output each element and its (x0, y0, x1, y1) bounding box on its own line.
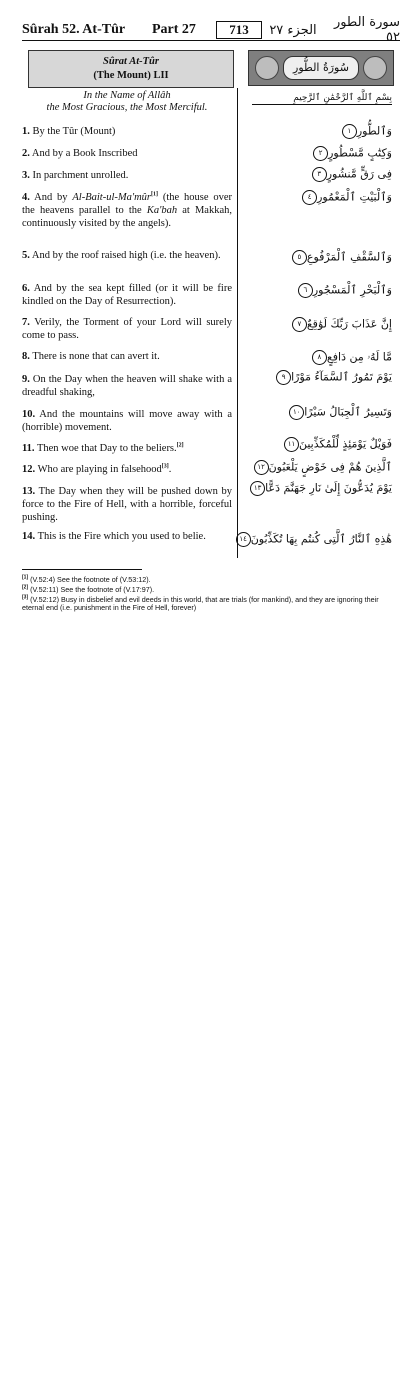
arabic-verse-12: ٱلَّذِينَ هُمْ فِى خَوْضٍ يَلْعَبُونَ١٢ (252, 460, 392, 475)
arabic-verse-14: هَٰذِهِ ٱلنَّارُ ٱلَّتِى كُنتُم بِهَا تُكَذِّبُونَ١٤ (234, 532, 392, 547)
verse-2: 2. And by a Book Inscribed (22, 148, 138, 159)
verse-12: 12. Who are playing in falsehood[3]. (22, 463, 172, 475)
header-surah: Sûrah 52. At-Tûr (22, 22, 126, 37)
footnote-2: [2] (V.52:11) See the footnote of (V.17:97). (22, 584, 155, 594)
verse-number-badge: ١٢ (254, 460, 269, 475)
verse-number-badge: ٤ (302, 190, 317, 205)
verse-number-badge: ٧ (292, 317, 307, 332)
footnote-rule (22, 569, 142, 570)
english-column (22, 90, 233, 542)
arabic-verse-8: مَّا لَهُۥ مِن دَافِعٍ٨ (310, 350, 392, 365)
footnote-3: [3] (V.52:12) Busy in disbelief and evil deeds in this world, that are trials (for mankind), and they are ignoring their eternal end (i.e. punishment in the Fire of Hell, forever) (22, 594, 379, 612)
arabic-verse-11: فَوَيْلٌ يَوْمَئِذٍ لِّلْمُكَذِّبِينَ١١ (282, 437, 392, 452)
verse-6: 6. And by the sea kept filled (or it will be fire kindled on the Day of Resurrection). (22, 283, 232, 307)
surah-title-line2: (The Mount) LII (93, 70, 169, 81)
arabic-verse-3: فِى رَقٍّ مَّنشُورٍ٣ (310, 167, 392, 182)
verse-number-badge: ١١ (284, 437, 299, 452)
verse-5: 5. And by the roof raised high (i.e. the heaven). (22, 250, 221, 261)
column-divider (237, 88, 238, 558)
verse-14: 14. This is the Fire which you used to belie. (22, 531, 206, 542)
verse-1: 1. By the Tûr (Mount) (22, 126, 116, 137)
verse-13: 13. The Day when they will be pushed down by force to the Fire of Hell, with a horrible, forceful pushing. (22, 486, 232, 523)
verse-number-badge: ٨ (312, 350, 327, 365)
verse-number-badge: ٢ (313, 146, 328, 161)
verse-number-badge: ٣ (312, 167, 327, 182)
verse-11: 11. Then woe that Day to the beliers.[2] (22, 442, 184, 454)
surah-title-line1: Sûrat At-Tûr (103, 56, 159, 67)
arabic-verse-4: وَٱلْبَيْتِ ٱلْمَعْمُورِ٤ (300, 190, 392, 205)
verse-7: 7. Verily, the Torment of your Lord will surely come to pass. (22, 317, 232, 341)
page-header (22, 15, 400, 45)
header-part: Part 27 (152, 22, 196, 37)
arabic-verse-6: وَٱلْبَحْرِ ٱلْمَسْجُورِ٦ (296, 283, 392, 298)
ornament-icon (255, 56, 279, 80)
arabic-verse-2: وَكِتَٰبٍ مَّسْطُورٍ٢ (311, 146, 392, 161)
arabic-verse-10: وَتَسِيرُ ٱلْجِبَالُ سَيْرًا١٠ (287, 405, 392, 420)
verse-number-badge: ٦ (298, 283, 313, 298)
verse-4: 4. And by Al-Bait-ul-Ma'mûr[1] (the house over the heavens parallel to the Ka'bah at Makkah, continuously visited by the angels). (22, 191, 232, 229)
ornament-icon (363, 56, 387, 80)
header-page-number: 713 (216, 21, 262, 39)
verse-10: 10. And the mountains will move away with a (horrible) movement. (22, 409, 233, 433)
header-arabic-surah: سورة الطور ٥٢ (333, 15, 400, 45)
verse-3: 3. In parchment unrolled. (22, 170, 129, 181)
verse-number-badge: ١٣ (250, 481, 265, 496)
verse-8: 8. There is none that can avert it. (22, 351, 160, 362)
arabic-verse-1: وَٱلطُّورِ١ (340, 124, 392, 139)
surah-title-english (28, 50, 234, 88)
arabic-verse-9: يَوْمَ تَمُورُ ٱلسَّمَآءُ مَوْرًا٩ (274, 370, 392, 385)
header-arabic-part: الجزء ٢٧ (269, 22, 317, 38)
basmala-english (22, 90, 232, 114)
verse-number-badge: ٥ (292, 250, 307, 265)
verse-9: 9. On the Day when the heaven will shake with a dreadful shaking, (22, 374, 232, 398)
verse-number-badge: ١ (342, 124, 357, 139)
arabic-verse-5: وَٱلسَّقْفِ ٱلْمَرْفُوعِ٥ (290, 250, 392, 265)
basmala-arabic: بِسْمِ ٱللَّهِ ٱلرَّحْمَٰنِ ٱلرَّحِيمِ (252, 92, 392, 105)
surah-title-arabic (248, 50, 394, 86)
basmala-english-line2: the Most Gracious, the Most Merciful. (46, 102, 208, 113)
surah-title-arabic-text: سُورَةُ الطُّورِ (283, 56, 359, 80)
verse-number-badge: ١٤ (236, 532, 251, 547)
arabic-verse-13: يَوْمَ يُدَعُّونَ إِلَىٰ نَارِ جَهَنَّمَ دَعًّا١٣ (248, 481, 392, 496)
verse-number-badge: ١٠ (289, 405, 304, 420)
verse-number-badge: ٩ (276, 370, 291, 385)
basmala-english-line1: In the Name of Allâh (83, 90, 171, 101)
footnote-1: [1] (V.52:4) See the footnote of (V.53:12). (22, 574, 151, 584)
arabic-verse-7: إِنَّ عَذَابَ رَبِّكَ لَوَٰقِعٌ٧ (290, 317, 392, 332)
